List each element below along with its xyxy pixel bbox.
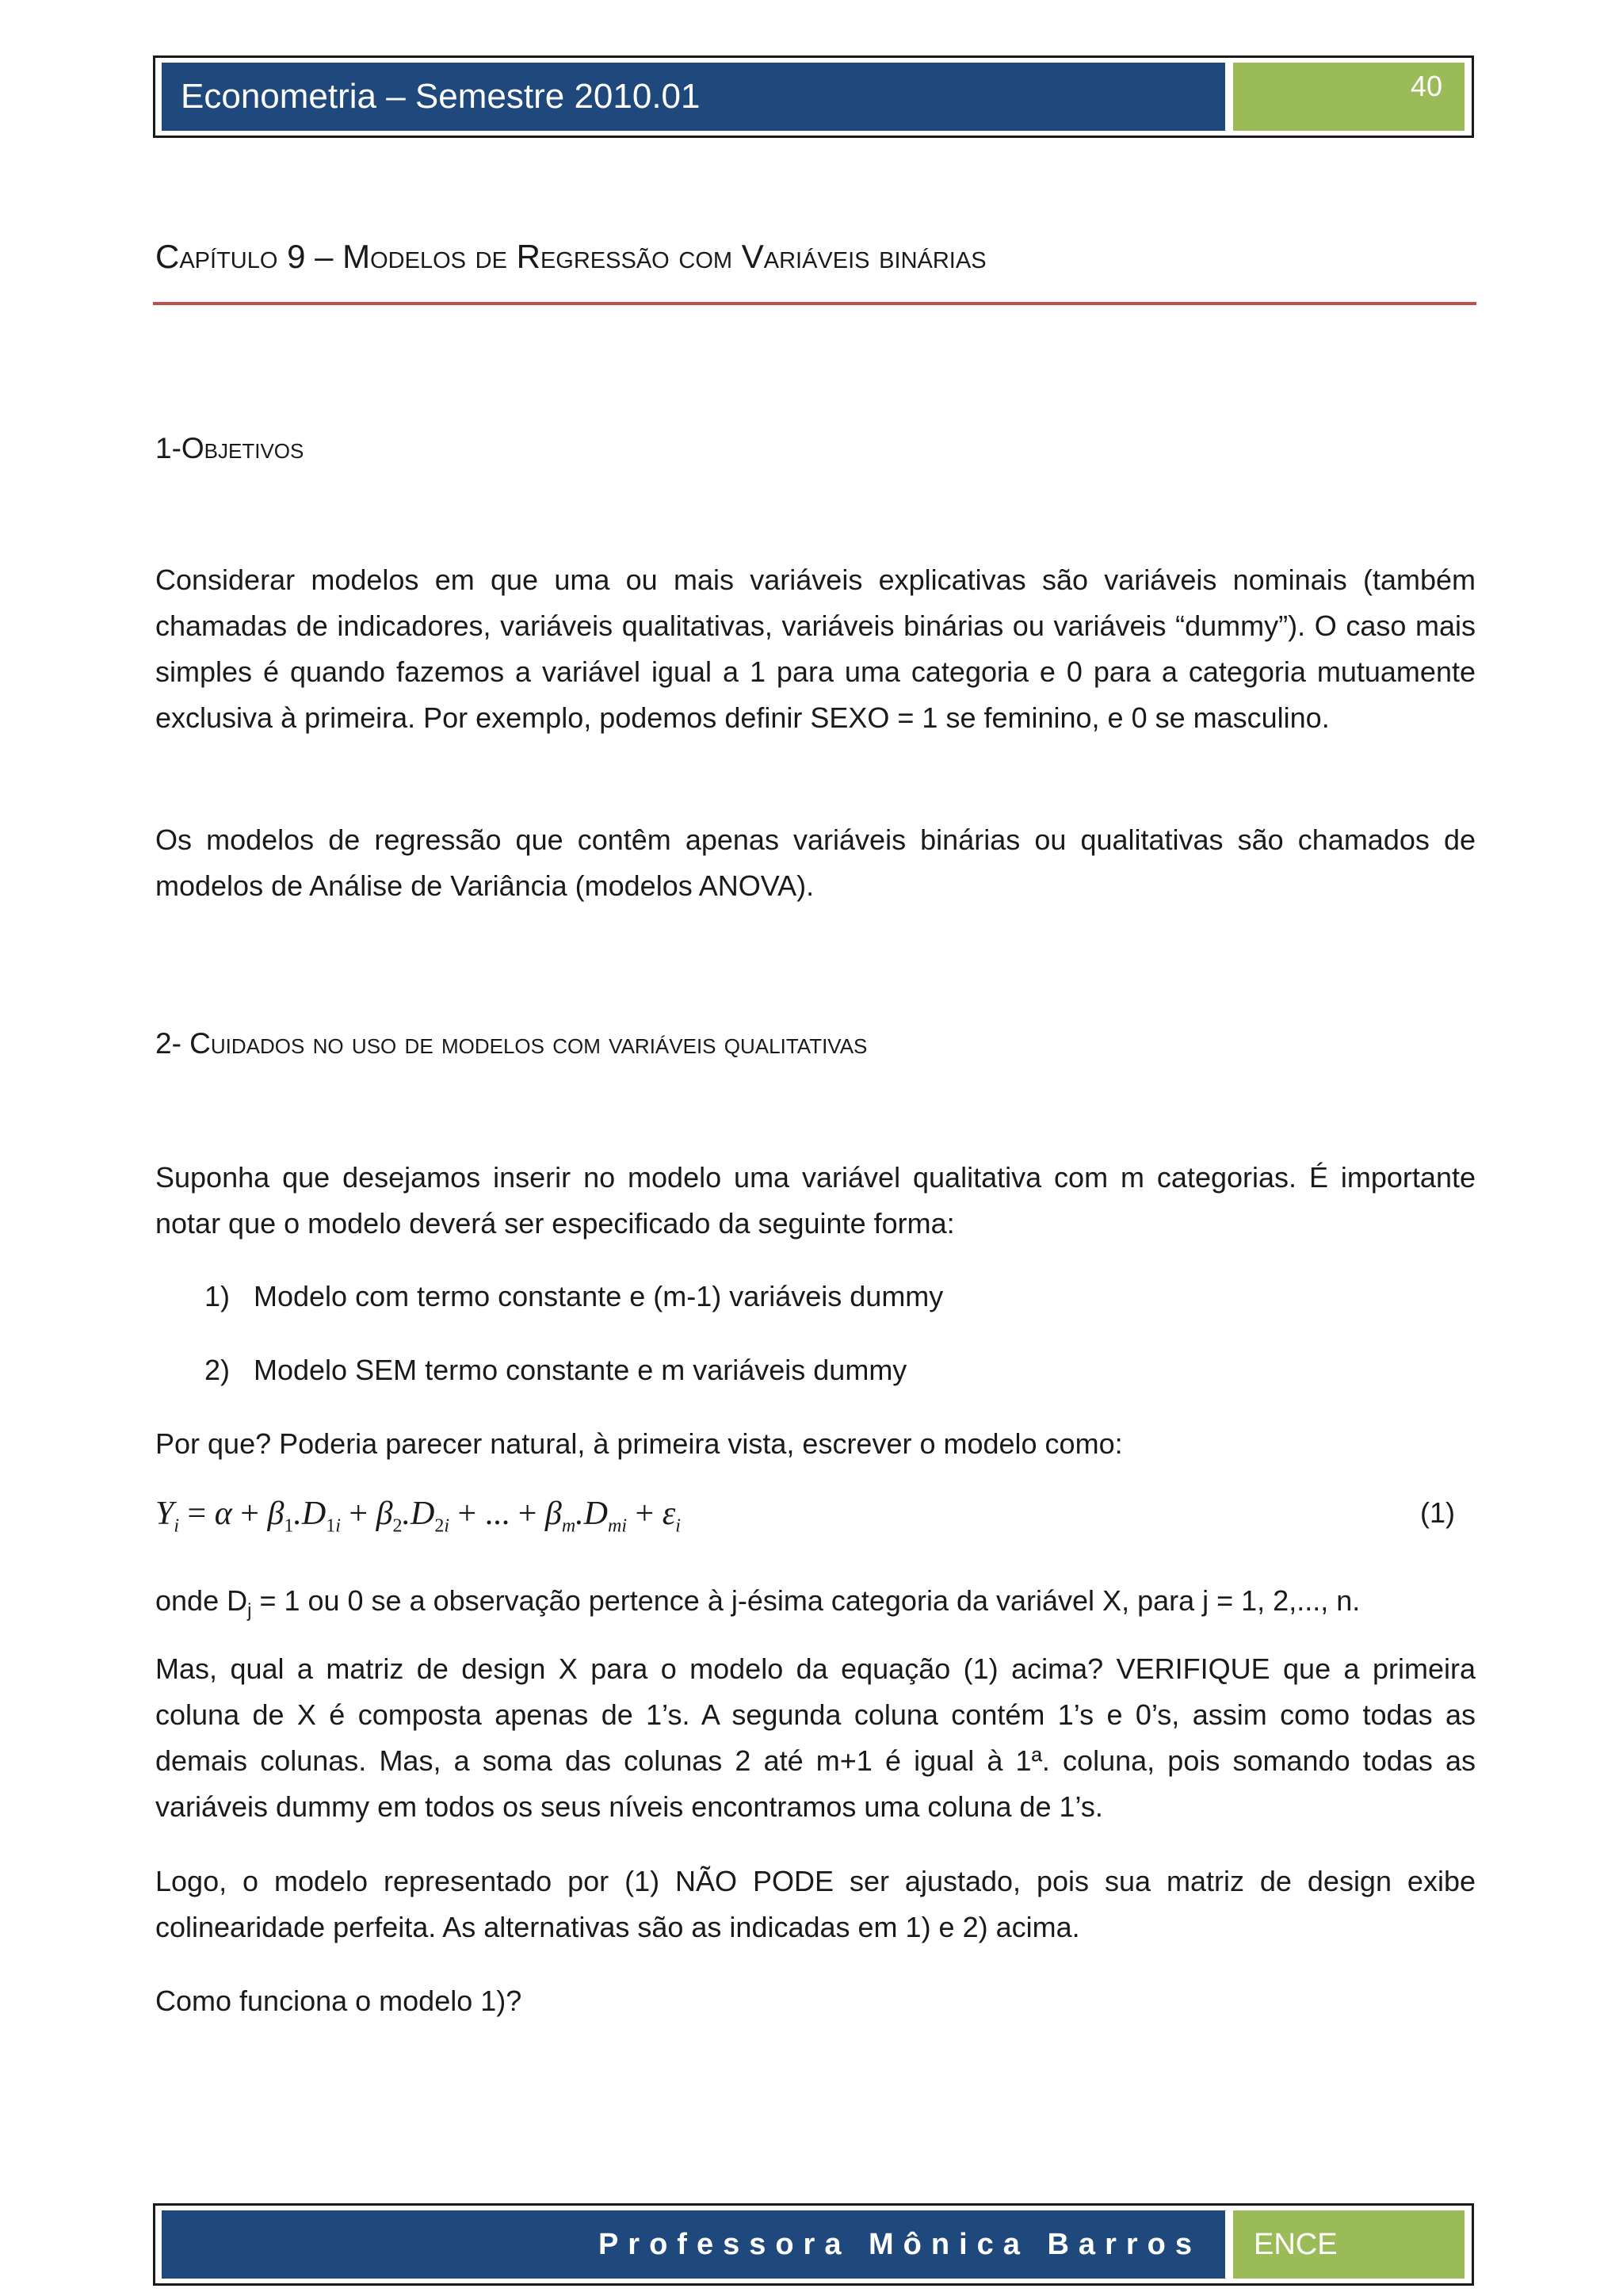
paragraph-cuidados-2: Por que? Poderia parecer natural, à primeira vista, escrever o modelo como: bbox=[155, 1427, 1123, 1460]
page-header bbox=[153, 55, 1474, 138]
section-title-objetivos: 1-Objetivos bbox=[155, 432, 304, 464]
chapter-divider bbox=[153, 302, 1476, 305]
paragraph-cuidados-6: Como funciona o modelo 1)? bbox=[155, 1985, 522, 2017]
paragraph-objetivos-2: Os modelos de regressão que contêm apenas variáveis binárias ou qualitativas são chamados de modelos de Análise de Variância (modelos ANOVA). bbox=[155, 823, 1476, 902]
list-item bbox=[204, 1347, 907, 1393]
header-title: Econometria – Semestre 2010.01 bbox=[162, 63, 1225, 131]
paragraph-cuidados-4: Mas, qual a matriz de design X para o modelo da equação (1) acima? VERIFIQUE que a primeira coluna de X é composta apenas de 1’s. A segunda coluna contém 1’s e 0’s, assim como todas as demais colunas. Mas, a soma das colunas 2 até m+1 é igual à 1ª. coluna, pois somando todas as variáveis dummy em todos os seus níveis encontramos uma coluna de 1’s. bbox=[155, 1652, 1476, 1823]
list-item-number: 1) bbox=[204, 1280, 231, 1312]
page-number: 40 bbox=[1233, 63, 1465, 131]
equation-1 bbox=[155, 1495, 1455, 1542]
list-item-text: Modelo SEM termo constante e m variáveis dummy bbox=[254, 1354, 907, 1386]
list-item-text: Modelo com termo constante e (m-1) variáveis dummy bbox=[254, 1280, 944, 1312]
paragraph-objetivos-1: Considerar modelos em que uma ou mais variáveis explicativas são variáveis nominais (também chamadas de indicadores, variáveis qualitativas, variáveis binárias ou variáveis “dummy”). O caso mais simples é quando fazemos a variável igual a 1 para uma categoria e 0 para a categoria mutuamente exclusiva à primeira. Por exemplo, podemos definir SEXO = 1 se feminino, e 0 se masculino. bbox=[155, 563, 1476, 734]
footer-author: Professora Mônica Barros bbox=[162, 2210, 1225, 2279]
paragraph-cuidados-1: Suponha que desejamos inserir no modelo uma variável qualitativa com m categorias. É importante notar que o modelo deverá ser especificado da seguinte forma: bbox=[155, 1161, 1476, 1240]
p3-subscript: j bbox=[247, 1600, 252, 1622]
p3-text-start: onde D bbox=[155, 1584, 248, 1617]
section-title-cuidados: 2- Cuidados no uso de modelos com variáveis qualitativas bbox=[155, 1027, 868, 1060]
page-footer bbox=[153, 2203, 1474, 2286]
chapter-title: Capítulo 9 – Modelos de Regressão com Variáveis binárias bbox=[155, 238, 987, 275]
paragraph-cuidados-5: Logo, o modelo representado por (1) NÃO PODE ser ajustado, pois sua matriz de design exibe colinearidade perfeita. As alternativas são as indicadas em 1) e 2) acima. bbox=[155, 1865, 1476, 1943]
p3-text-end: = 1 ou 0 se a observação pertence à j-ésima categoria da variável X, para j = 1, 2,..., n. bbox=[251, 1584, 1361, 1617]
list-item bbox=[204, 1274, 943, 1320]
list-item-number: 2) bbox=[204, 1354, 231, 1386]
paragraph-cuidados-3 bbox=[155, 1578, 1476, 1634]
footer-institution: ENCE bbox=[1233, 2210, 1465, 2279]
equation-number: (1) bbox=[1420, 1496, 1455, 1529]
equation-formula: $Y_i = \alpha + \beta_1.D_{1i} + \beta_2.D_{2i}$ + ... + $\beta_m.D_{mi} + \varepsilon_i$ bbox=[155, 1496, 681, 1537]
